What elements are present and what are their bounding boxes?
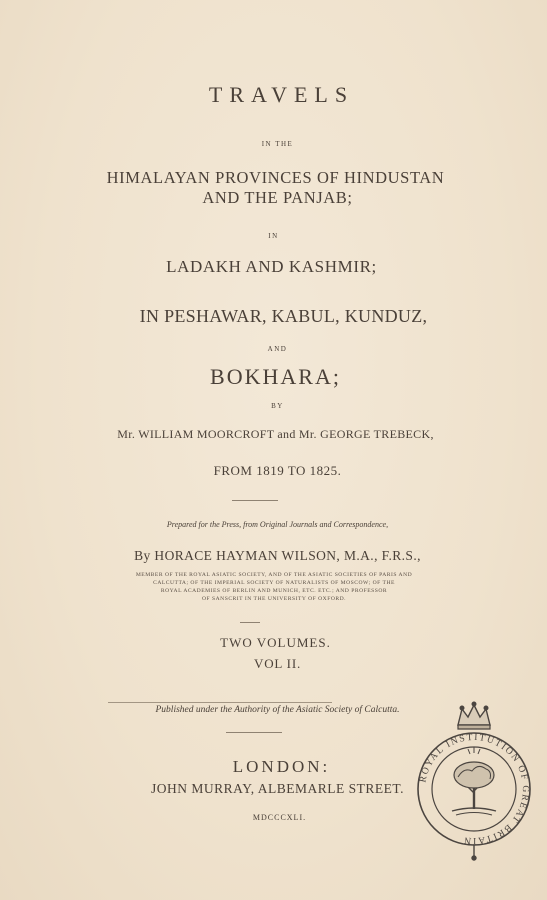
divider-rule xyxy=(232,500,278,501)
title-in-the: IN THE xyxy=(261,140,294,148)
book-title: TRAVELS xyxy=(208,82,355,107)
imprint-city: LONDON: xyxy=(232,757,331,776)
editor-line: By HORACE HAYMAN WILSON, M.A., F.R.S., xyxy=(134,548,421,563)
divider-rule xyxy=(226,732,282,733)
membership-line: OF SANSCRIT IN THE UNIVERSITY OF OXFORD. xyxy=(201,596,347,602)
title-by: BY xyxy=(271,402,284,410)
divider-rule xyxy=(108,702,332,703)
imprint-year: MDCCCXLI. xyxy=(252,813,307,822)
title-line-panjab: AND THE PANJAB; xyxy=(202,188,353,207)
title-in: IN xyxy=(268,232,279,240)
membership-line: MEMBER OF THE ROYAL ASIATIC SOCIETY, AND OF THE ASIATIC SOCIETIES OF PARIS AND xyxy=(135,572,413,578)
publication-authority: Published under the Authority of the Asiatic Society of Calcutta. xyxy=(155,705,400,715)
date-range: FROM 1819 TO 1825. xyxy=(213,463,342,478)
divider-rule xyxy=(240,622,260,623)
title-and: AND xyxy=(267,345,288,353)
title-line-peshawar: IN PESHAWAR, KABUL, KUNDUZ, xyxy=(139,306,428,326)
editor-memberships xyxy=(84,571,464,603)
volume-number: VOL II. xyxy=(254,656,301,671)
volume-count: TWO VOLUMES. xyxy=(220,635,331,650)
title-line-ladakh: LADAKH AND KASHMIR; xyxy=(166,257,377,276)
imprint-publisher: JOHN MURRAY, ALBEMARLE STREET. xyxy=(151,781,404,796)
stamp-ring-text: ROYAL INSTITUTION OF GREAT BRITAIN xyxy=(418,732,531,846)
prepared-note: Prepared for the Press, from Original Journals and Correspondence, xyxy=(166,520,389,529)
membership-line: CALCUTTA; OF THE IMPERIAL SOCIETY OF NATURALISTS OF MOSCOW; OF THE xyxy=(153,580,395,586)
membership-line: ROYAL ACADEMIES OF BERLIN AND MUNICH, ETC. ETC.; AND PROFESSOR xyxy=(160,588,388,594)
library-stamp-icon xyxy=(412,697,536,863)
authors: Mr. WILLIAM MOORCROFT and Mr. GEORGE TREBECK, xyxy=(117,427,434,441)
title-line-bokhara: BOKHARA; xyxy=(210,364,341,389)
title-line-himalayan: HIMALAYAN PROVINCES OF HINDUSTAN xyxy=(106,168,445,187)
